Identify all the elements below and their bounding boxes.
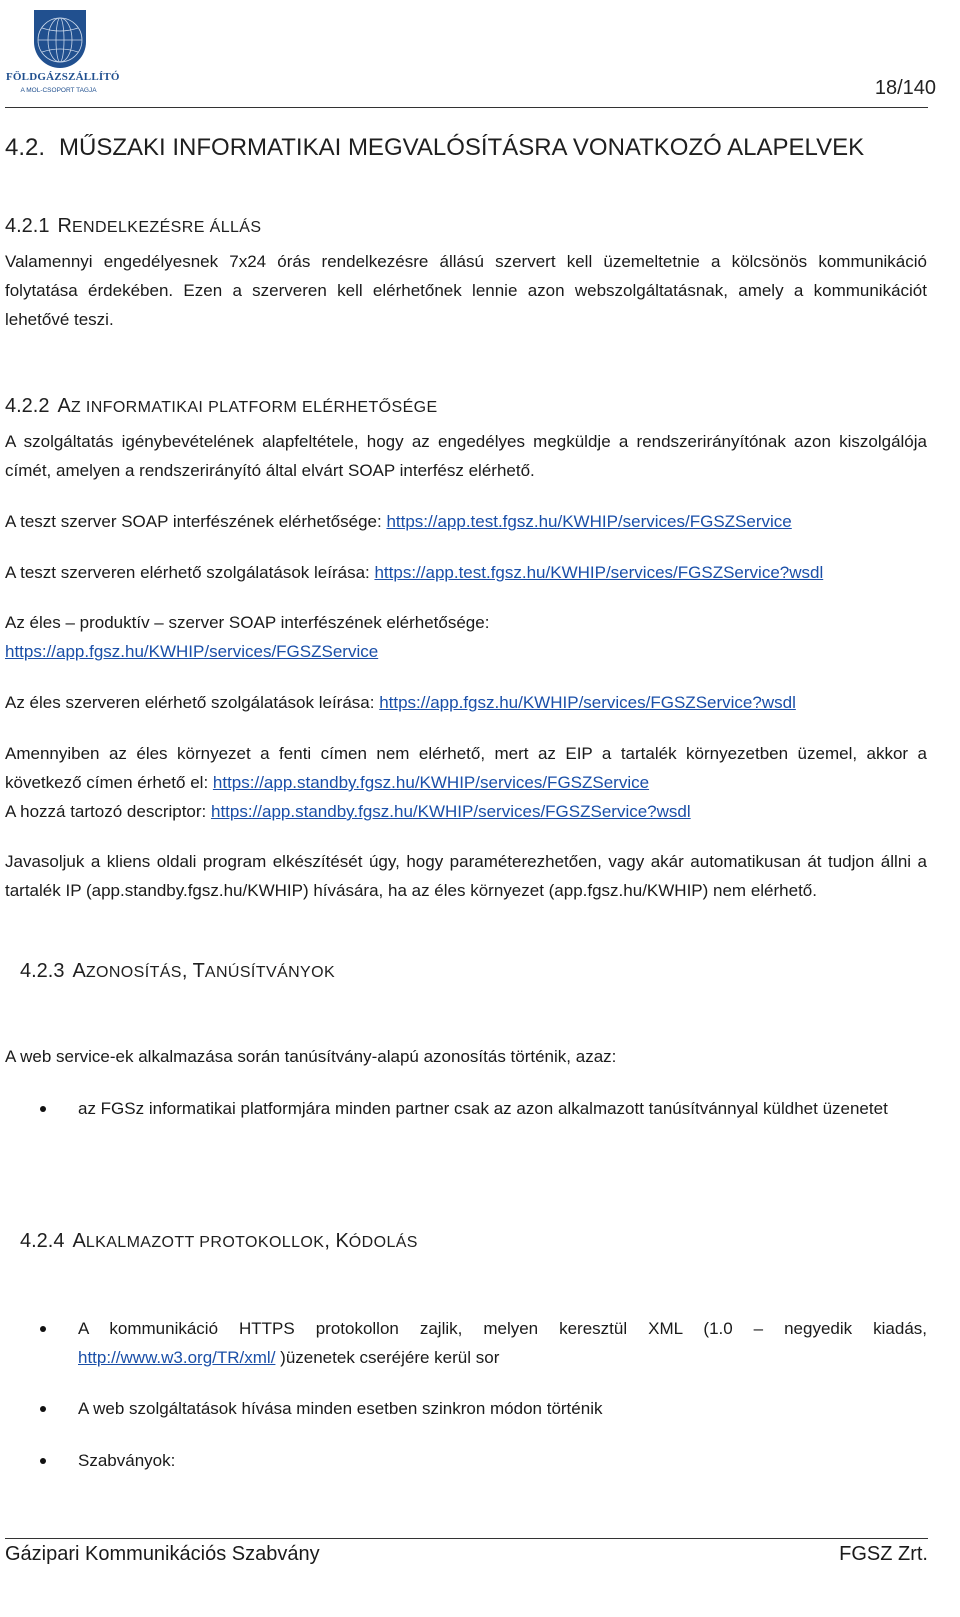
section-heading-4-2 [5,134,864,162]
section-heading-4-2-4 [20,1230,418,1253]
test-soap-line [5,507,927,536]
list-item: az FGSz informatikai platformjára minden partner csak az azon alkalmazott tanúsítvánnyal küldhet üzenetet [78,1099,888,1118]
standby-label: következő címen érhető el: [5,773,213,792]
section-title-initial: A [57,395,71,417]
page-number: 18/140 [874,77,936,99]
footer-company: FGSZ Zrt. [839,1543,928,1565]
section-title-initial: R [57,215,72,237]
paragraph-availability: Valamennyi engedélyesnek 7x24 órás rendelkezésre állású szervert kell üzemeltetnie a kölcsönös kommunikáció folytatása érdekében. Ezen a szerveren kell elérhetőnek lennie azon webszolgáltatásnak, amely a kommunikációt lehetővé teszi. [5,252,927,329]
bullet-icon [40,1106,46,1112]
footer-document-title: Gázipari Kommunikációs Szabvány [5,1543,320,1565]
paragraph-platform-intro: A szolgáltatás igénybevételének alapfeltétele, hogy az engedélyes megküldje a rendszerirányítónak azon kiszolgálója címét, amelyen a rendszerirányító által elvárt SOAP interfész elérhető. [5,432,927,480]
bullet-icon [40,1406,46,1412]
test-wsdl-link[interactable]: https://app.test.fgsz.hu/KWHIP/services/FGSZService?wsdl [374,563,824,582]
section-title-initial-2: K [335,1230,349,1252]
descriptor-link[interactable]: https://app.standby.fgsz.hu/KWHIP/services/FGSZService?wsdl [211,802,691,821]
list-item-https-continued [78,1343,927,1372]
prod-soap-line [5,637,927,666]
prod-wsdl-line [5,688,927,717]
section-title: ŰSZAKI INFORMATIKAI MEGVALÓSÍTÁSRA VONATKOZÓ ALAPELVEK [79,134,865,161]
section-title: ENDELKEZÉSRE ÁLLÁS [71,219,262,236]
section-title-2: ÓDOLÁS [348,1234,418,1251]
section-number: 4.2.1 [5,215,50,237]
section-heading-4-2-2 [5,395,438,418]
test-wsdl-line [5,558,927,587]
section-number: 4.2.3 [20,960,65,982]
section-title-initial: M [59,134,80,161]
list-item-standards: Szabványok: [78,1451,176,1470]
descriptor-label: A hozzá tartozó descriptor: [5,802,211,821]
paragraph-authentication: A web service-ek alkalmazása során tanúsítvány-alapú azonosítás történik, azaz: [5,1047,617,1066]
prod-wsdl-label: Az éles szerveren elérhető szolgálatások leírása: [5,693,380,712]
list-item-sync: A web szolgáltatások hívása minden esetben szinkron módon történik [78,1399,603,1418]
section-title-initial: A [72,960,86,982]
standby-line-2 [5,768,927,797]
header-rule [5,107,928,108]
section-title-2: ANÚSÍTVÁNYOK [204,964,336,981]
section-number: 4.2.2 [5,395,50,417]
standby-link[interactable]: https://app.standby.fgsz.hu/KWHIP/services/FGSZService [212,773,650,792]
section-number: 4.2.4 [20,1230,65,1252]
section-title-initial-2: T [192,960,205,982]
footer-rule [5,1538,928,1539]
list-item-https: A kommunikáció HTTPS protokollon zajlik, melyen keresztül XML (1.0 – negyedik kiadás, [78,1319,927,1338]
logo-emblem [34,10,86,68]
bullet-icon [40,1326,46,1332]
section-heading-4-2-3 [20,960,335,983]
section-title-initial: A [72,1230,86,1252]
paragraph-recommendation: Javasoljuk a kliens oldali program elkészítését úgy, hogy paraméterezhetően, vagy akár automatikusan át tudjon állni a tartalék IP (app.standby.fgsz.hu/KWHIP) hívására, ha az éles környezet (app.fgsz.hu/KWHIP) nem elérhető. [5,852,927,900]
descriptor-line [5,797,927,826]
section-title: Z INFORMATIKAI PLATFORM ELÉRHETŐSÉGE [70,399,438,416]
section-title: ZONOSÍTÁS [85,964,182,981]
xml-spec-link[interactable]: http://www.w3.org/TR/xml/ [78,1348,276,1367]
section-title-separator: , [324,1230,336,1252]
bullet-icon [40,1458,46,1464]
standby-line-1: Amennyiben az éles környezet a fenti címen nem elérhető, mert az EIP a tartalék környezetben üzemel, akkor a [5,744,927,763]
prod-soap-link[interactable]: https://app.fgsz.hu/KWHIP/services/FGSZService [5,642,379,661]
prod-soap-label: Az éles – produktív – szerver SOAP interfészének elérhetősége: [5,613,490,632]
list-item-suffix: )üzenetek cseréjére kerül sor [275,1348,500,1367]
test-soap-label: A teszt szerver SOAP interfészének elérhetősége: [5,512,387,531]
section-number: 4.2. [5,134,46,161]
company-logo [6,10,120,98]
logo-name: FÖLDGÁZSZÁLLÍTÓ [6,71,120,83]
logo-tagline: A MOL-CSOPORT TAGJA [20,87,97,94]
test-soap-link[interactable]: https://app.test.fgsz.hu/KWHIP/services/FGSZService [386,512,792,531]
section-title-separator: , [181,960,193,982]
prod-wsdl-link[interactable]: https://app.fgsz.hu/KWHIP/services/FGSZService?wsdl [379,693,796,712]
section-heading-4-2-1 [5,215,261,238]
section-title: LKALMAZOTT PROTOKOLLOK [85,1234,325,1251]
test-wsdl-label: A teszt szerveren elérhető szolgálatások leírása: [5,563,375,582]
